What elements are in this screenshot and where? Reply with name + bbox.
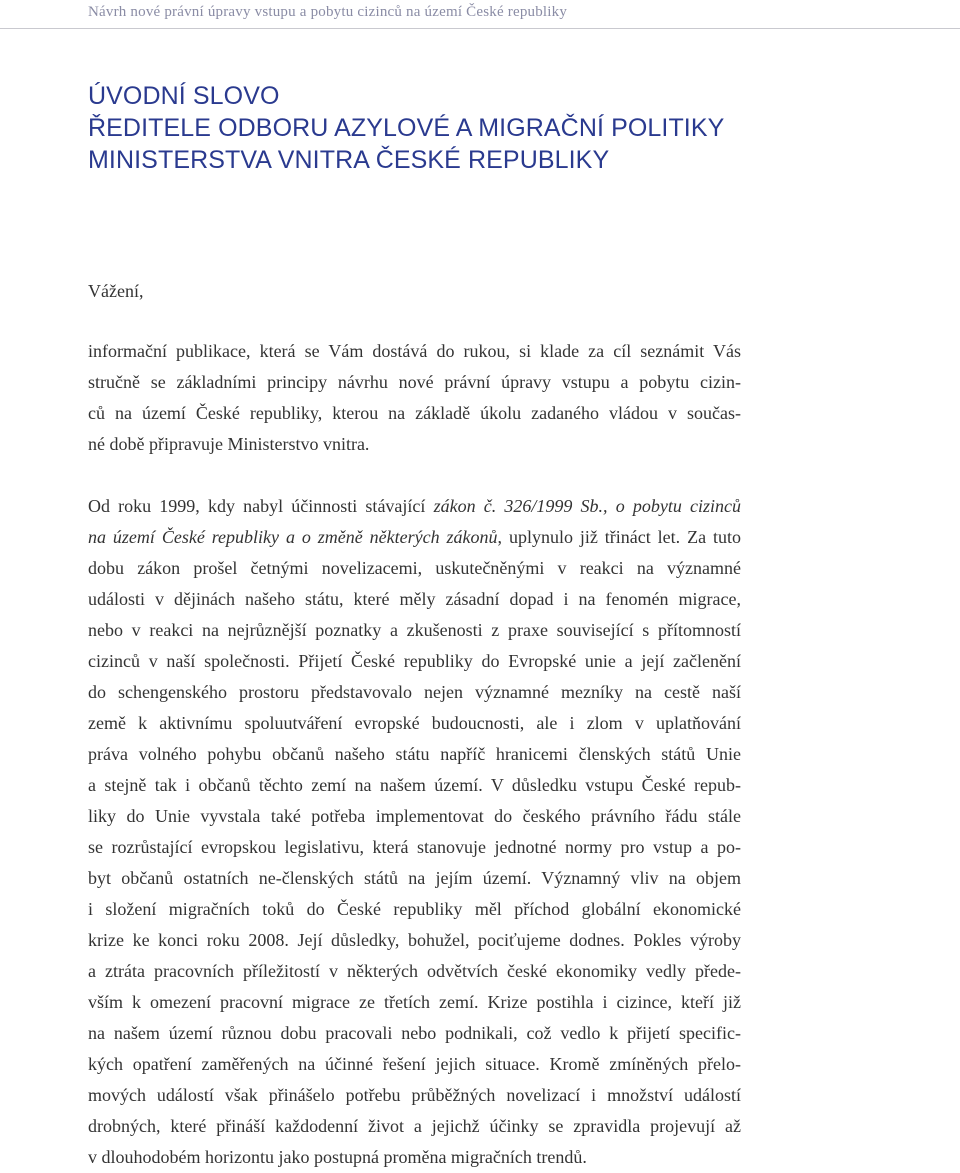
- text-line: [88, 491, 741, 522]
- text-line: dobu zákon prošel četnými novelizacemi, uskutečněnými v reakci na významné: [88, 558, 741, 578]
- text-segment: , uplynulo již třináct let. Za tuto: [497, 527, 741, 547]
- text-line: krize ke konci roku 2008. Její důsledky, bohužel, pociťujeme dodnes. Pokles výroby: [88, 930, 741, 950]
- text-line: vším k omezení pracovní migrace ze třetích zemí. Krize postihla i cizince, kteří již: [88, 992, 741, 1012]
- heading-line-3: MINISTERSTVA VNITRA ČESKÉ REPUBLIKY: [88, 146, 610, 174]
- text-line: informační publikace, která se Vám dostává do rukou, si klade za cíl seznámit Vás: [88, 341, 741, 361]
- text-line: ců na území České republiky, kterou na základě úkolu zadaného vládou v součas-: [88, 403, 741, 423]
- text-line: i složení migračních toků do České republiky měl příchod globální ekonomické: [88, 899, 741, 919]
- heading-line-2: ŘEDITELE ODBORU AZYLOVÉ A MIGRAČNÍ POLITIKY: [88, 114, 725, 142]
- text-line: stručně se základními principy návrhu nové právní úpravy vstupu a pobytu cizin-: [88, 372, 741, 392]
- text-line: a stejně tak i občanů těchto zemí na našem území. V důsledku vstupu České repub-: [88, 775, 741, 795]
- text-line: země k aktivnímu spoluutváření evropské budoucnosti, ale i zlom v uplatňování: [88, 713, 741, 733]
- law-citation: zákon č. 326/1999 Sb., o pobytu cizinců: [433, 496, 741, 516]
- text-line: cizinců v naší společnosti. Přijetí České republiky do Evropské unie a její začlenění: [88, 651, 741, 671]
- text-line: se rozrůstající evropskou legislativu, která stanovuje jednotné normy pro vstup a po-: [88, 837, 741, 857]
- text-line: práva volného pohybu občanů našeho státu napříč hranicemi členských států Unie: [88, 744, 741, 764]
- running-head-title: Návrh nové právní úpravy vstupu a pobytu cizinců na území České republiky: [88, 4, 568, 20]
- text-line: liky do Unie vyvstala také potřeba implementovat do českého právního řádu stále: [88, 806, 741, 826]
- text-line: na našem území různou dobu pracovali nebo podnikali, což vedlo k přijetí specific-: [88, 1023, 741, 1043]
- text-line: do schengenského prostoru představovalo nejen významné mezníky na cestě naší: [88, 682, 741, 702]
- text-line: v dlouhodobém horizontu jako postupná proměna migračních trendů.: [88, 1147, 587, 1167]
- running-head: [0, 0, 960, 29]
- paragraph-history: [88, 491, 741, 1173]
- paragraph-intro: [88, 336, 741, 460]
- text-segment: Od roku 1999, kdy nabyl účinnosti stávající: [88, 496, 434, 516]
- text-line: události v dějinách našeho státu, které měly zásadní dopad i na fenomén migrace,: [88, 589, 741, 609]
- salutation: Vážení,: [88, 281, 144, 301]
- page-heading: [88, 80, 888, 176]
- text-line: né době připravuje Ministerstvo vnitra.: [88, 434, 370, 454]
- text-line: nebo v reakci na nejrůznější poznatky a zkušenosti z praxe související s přítomností: [88, 620, 741, 640]
- text-line: drobných, které přináší každodenní život a jejichž účinky se zpravidla projevují až: [88, 1116, 741, 1136]
- text-line: a ztráta pracovních příležitostí v některých odvětvích české ekonomiky vedly přede-: [88, 961, 741, 981]
- text-line: mových událostí však přinášelo potřebu průběžných novelizací i množství událostí: [88, 1085, 741, 1105]
- heading-line-1: ÚVODNÍ SLOVO: [88, 82, 280, 110]
- text-line: kých opatření zaměřených na účinné řešení jejich situace. Kromě zmíněných přelo-: [88, 1054, 741, 1074]
- text-line: byt občanů ostatních ne-členských států na jejím území. Významný vliv na objem: [88, 868, 741, 888]
- text-line: [88, 522, 741, 553]
- law-title: na území České republiky a o změně některých zákonů: [88, 527, 498, 547]
